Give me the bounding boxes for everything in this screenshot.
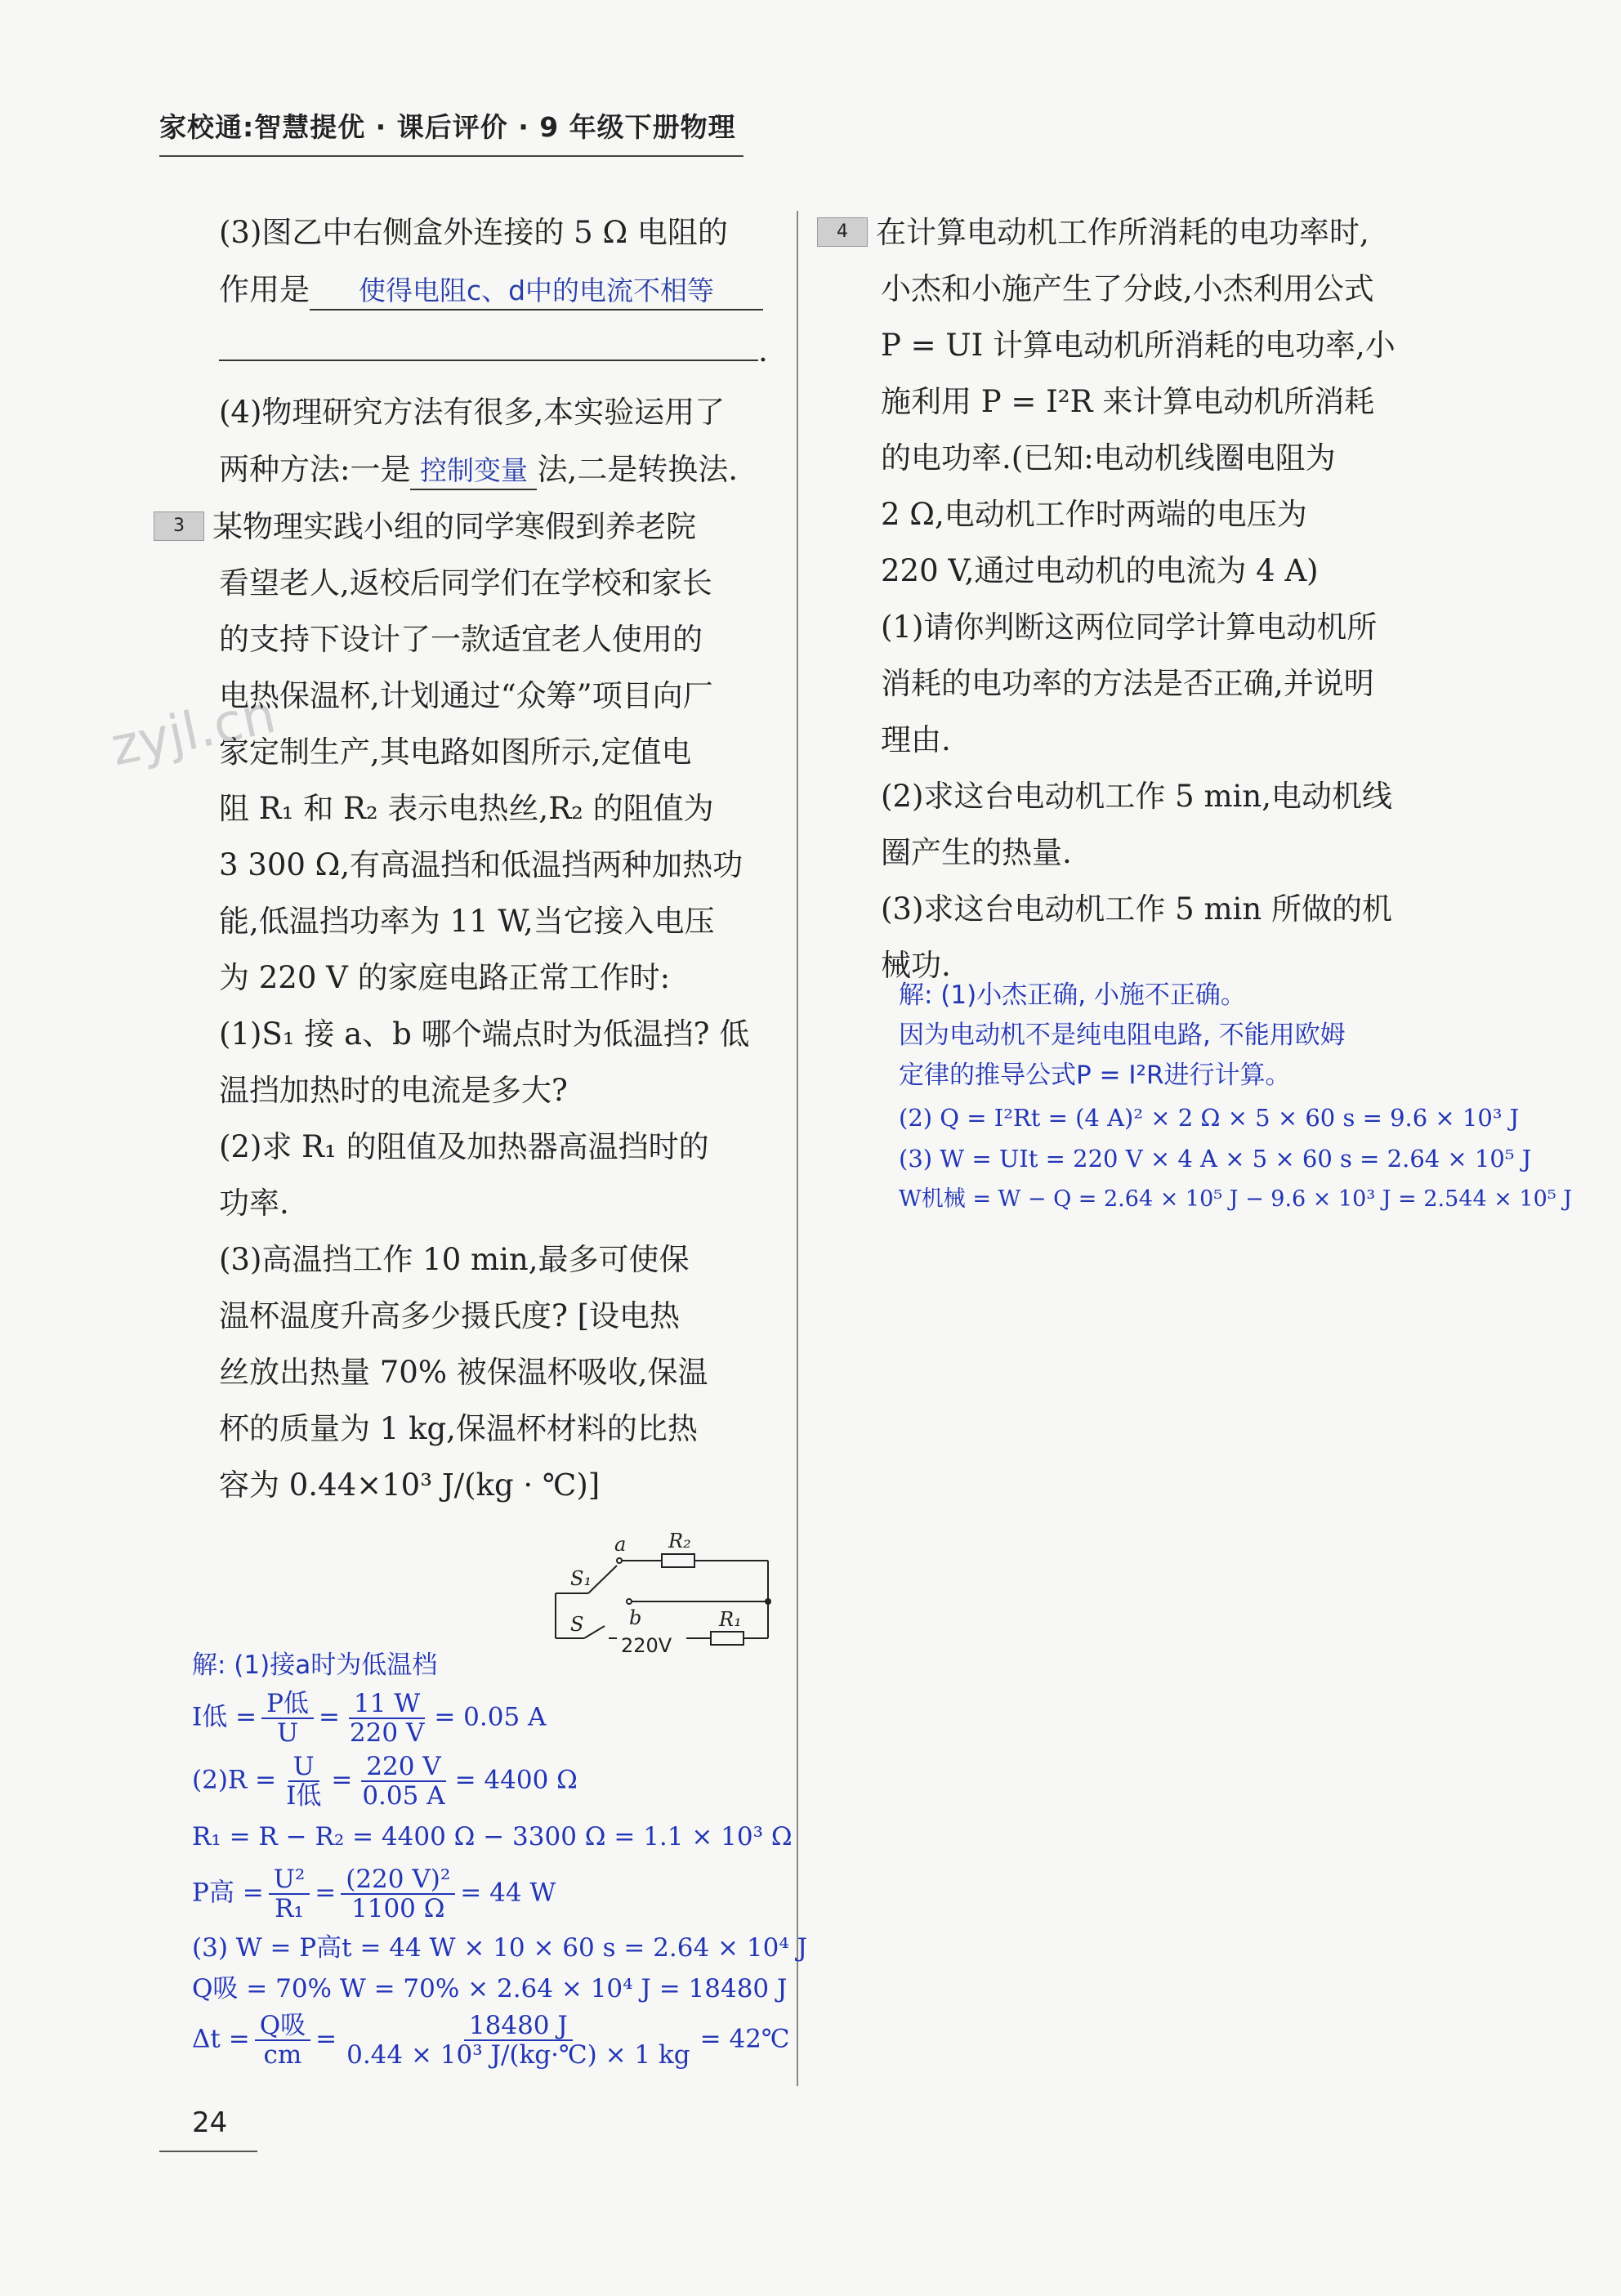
page-header: 家校通:智慧提优 · 课后评价 · 9 年级下册物理 [159, 111, 736, 143]
q3-line-5: 阻 R₁ 和 R₂ 表示电热丝,R₂ 的阻值为 [219, 791, 714, 826]
p3-line-3 [219, 323, 768, 379]
q4-line-0 [817, 204, 1369, 261]
q4-line-6: 220 V,通过电动机的电流为 4 A) [881, 553, 1319, 588]
q4-solution-5: W机械 = W − Q = 2.64 × 10⁵ J − 9.6 × 10³ J = 2.544 × 10⁵ J [899, 1186, 1573, 1212]
q4-line-4: 的电功率.(已知:电动机线圈电阻为 [881, 440, 1336, 476]
q4-line-8: 消耗的电功率的方法是否正确,并说明 [881, 666, 1374, 701]
q4-line-3: 施利用 P = I²R 来计算电动机所消耗 [881, 384, 1375, 419]
q3-line-15: 丝放出热量 70% 被保温杯吸收,保温 [219, 1355, 708, 1390]
p4-line-1: (4)物理研究方法有很多,本实验运用了 [219, 395, 726, 430]
q3-line-11: (2)求 R₁ 的阻值及加热器高温挡时的 [219, 1129, 709, 1164]
q3-solution-r1: R₁ = R − R₂ = 4400 Ω − 3300 Ω = 1.1 × 10³ Ω [192, 1822, 793, 1852]
label-r1: R₁ [719, 1608, 742, 1631]
q4-line-9: 理由. [881, 722, 951, 757]
q3-solution-w: (3) W = P高t = 44 W × 10 × 60 s = 2.64 × 10⁴ J [192, 1933, 808, 1963]
q3-solution-1: 解: (1)接a时为低温档 [192, 1651, 438, 1680]
q4-line-13: 械功. [881, 948, 951, 983]
q4-solution-4: (3) W = UIt = 220 V × 4 A × 5 × 60 s = 2.64 × 10⁵ J [899, 1145, 1532, 1173]
label-a: a [614, 1533, 627, 1556]
label-s: S [570, 1613, 584, 1636]
q3-solution-q: Q吸 = 70% W = 70% × 2.64 × 10⁴ J = 18480 J [192, 1974, 788, 2003]
label-s1: S₁ [570, 1567, 592, 1590]
p4-suffix: 法,二是转换法. [537, 452, 738, 487]
p3-blank-continued [219, 324, 758, 361]
p3-line-2 [219, 261, 763, 318]
q4-line-10: (2)求这台电动机工作 5 min,电动机线 [881, 779, 1392, 814]
q3-line-1: 看望老人,返校后同学们在学校和家长 [219, 565, 712, 601]
p4-answer: 控制变量 [410, 453, 537, 490]
label-voltage: 220V [621, 1634, 672, 1657]
q3-line-13: (3)高温挡工作 10 min,最多可使保 [219, 1242, 690, 1277]
circuit-diagram [547, 1520, 784, 1659]
header-rule [159, 155, 744, 157]
label-r2: R₂ [668, 1530, 691, 1552]
q3-line-8: 为 220 V 的家庭电路正常工作时: [219, 960, 671, 995]
q4-line-2: P = UI 计算电动机所消耗的电功率,小 [881, 328, 1395, 363]
q3-line-9: (1)S₁ 接 a、b 哪个端点时为低温挡? 低 [219, 1016, 750, 1052]
q4-solution-3: (2) Q = I²Rt = (4 A)² × 2 Ω × 5 × 60 s = 9.6 × 10³ J [899, 1104, 1520, 1132]
q3-line-16: 杯的质量为 1 kg,保温杯材料的比热 [219, 1411, 698, 1446]
p3-suffix: . [758, 333, 768, 369]
q4-solution-2: 定律的推导公式P = I²R进行计算。 [899, 1061, 1291, 1090]
q3-line-14: 温杯温度升高多少摄氏度? [设电热 [219, 1298, 681, 1333]
label-b: b [629, 1606, 642, 1629]
p3-prefix: 作用是 [219, 272, 310, 307]
q3-number-badge: 3 [154, 511, 204, 541]
watermark: zyjl.cn [105, 684, 281, 779]
column-divider [797, 211, 798, 2086]
q3-line-4: 家定制生产,其电路如图所示,定值电 [219, 735, 692, 770]
q3-line-2: 的支持下设计了一款适宜老人使用的 [219, 622, 703, 657]
page-number: 24 [192, 2106, 228, 2139]
q4-text: 在计算电动机工作所消耗的电功率时, [876, 215, 1369, 250]
q4-number-badge: 4 [817, 217, 868, 247]
p3-answer: 使得电阻c、d中的电流不相等 [310, 273, 763, 310]
q3-line-3: 电热保温杯,计划通过“众筹”项目向厂 [219, 678, 713, 713]
q3-solution-phigh: P高 = $\frac{\text{U²}}{\text{R₁}}$ = $\frac{\text{(220 V)²}}{1100 \Omega}$ = 44 W [192, 1865, 556, 1923]
q3-solution-dt: Δt = $\frac{\text{Q吸}}{cm}$ = $\frac{18480 J}{\text{0.44 × 10³ J/(kg·℃) × 1 kg}}$ = 42℃ [192, 2011, 790, 2070]
resistor-r1 [711, 1632, 744, 1645]
q3-solution-r: (2)R = $\frac{U}{\text{I低}}$ = $\frac{220 V}{0.05 A}$ = 4400 Ω [192, 1752, 578, 1811]
q4-solution-1: 因为电动机不是纯电阻电路, 不能用欧姆 [899, 1021, 1346, 1050]
q3-solution-ilow: I低 = $\frac{\text{P低}}{U}$ = $\frac{11 W}{220 V}$ = 0.05 A [192, 1689, 547, 1748]
q3-line-0 [154, 498, 696, 555]
q4-line-12: (3)求这台电动机工作 5 min 所做的机 [881, 891, 1392, 927]
q3-line-7: 能,低温挡功率为 11 W,当它接入电压 [219, 904, 715, 939]
resistor-r2 [662, 1554, 694, 1567]
q4-line-7: (1)请你判断这两位同学计算电动机所 [881, 610, 1378, 645]
p4-prefix: 两种方法:一是 [219, 452, 411, 487]
q3-line-6: 3 300 Ω,有高温挡和低温挡两种加热功 [219, 847, 744, 882]
p4-line-2 [219, 441, 738, 498]
q4-line-5: 2 Ω,电动机工作时两端的电压为 [881, 497, 1307, 532]
page-number-rule [159, 2151, 257, 2152]
q3-text: 某物理实践小组的同学寒假到养老院 [212, 509, 696, 544]
q4-solution-0: 解: (1)小杰正确, 小施不正确。 [899, 980, 1246, 1010]
q4-line-11: 圈产生的热量. [881, 835, 1072, 870]
p3-line-1: (3)图乙中右侧盒外连接的 5 Ω 电阻的 [219, 215, 728, 250]
q3-line-10: 温挡加热时的电流是多大? [219, 1073, 568, 1108]
q3-line-17: 容为 0.44×10³ J/(kg · ℃)] [219, 1467, 601, 1503]
q4-line-1: 小杰和小施产生了分歧,小杰利用公式 [881, 271, 1374, 306]
q3-line-12: 功率. [219, 1186, 289, 1221]
